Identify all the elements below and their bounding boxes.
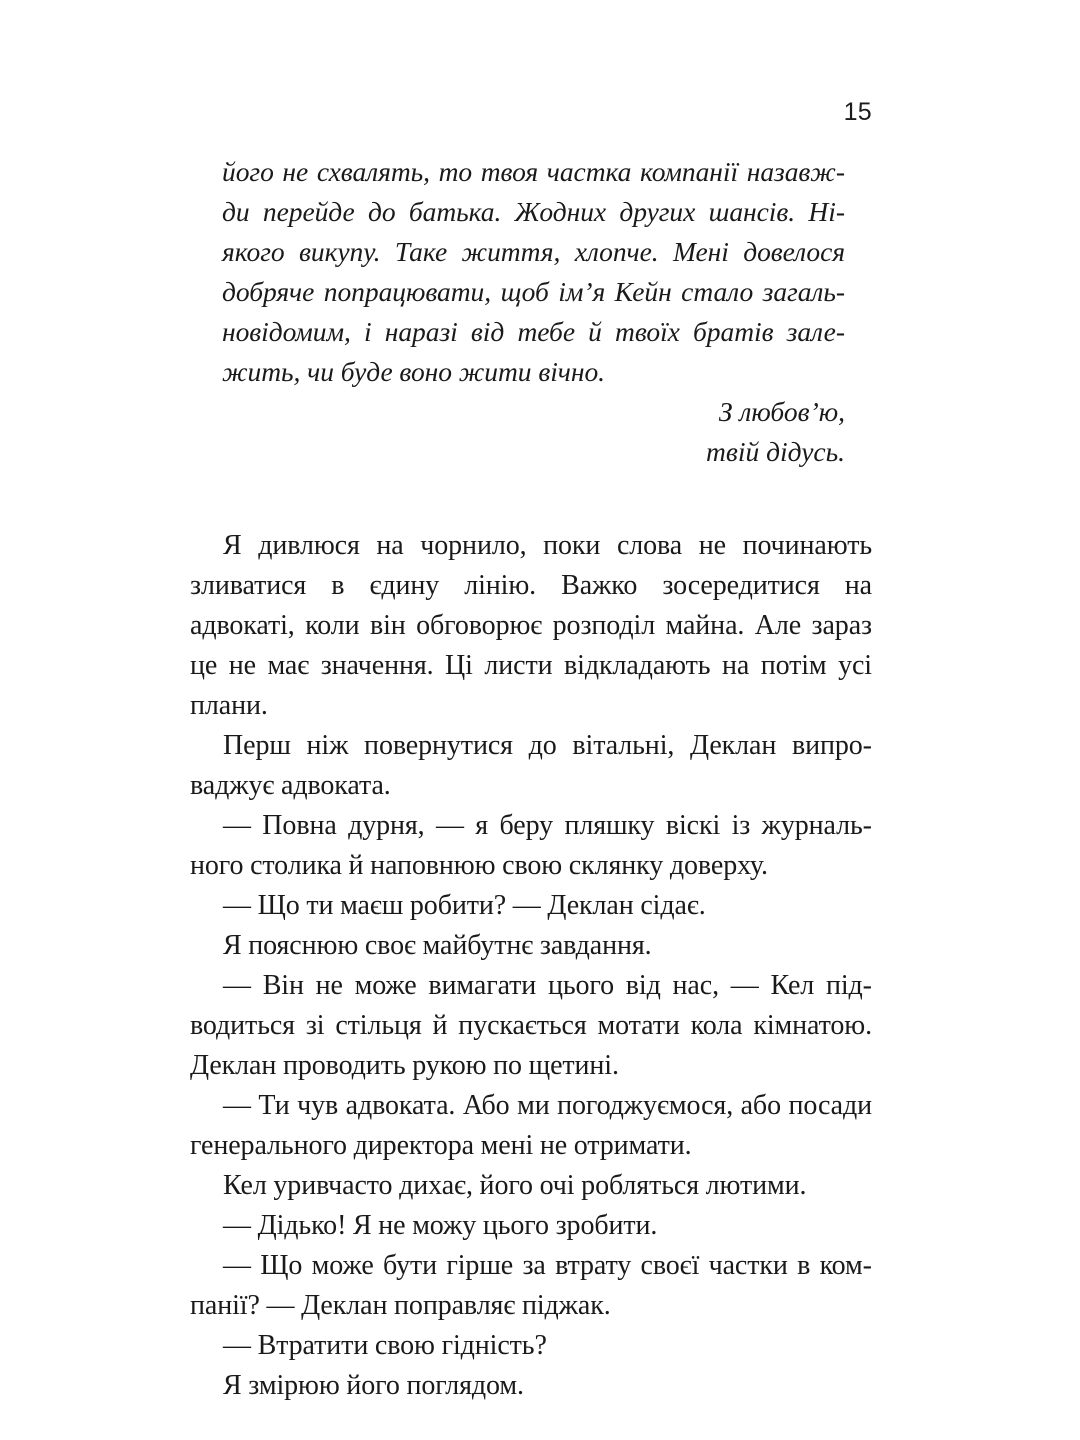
paragraph: — Ти чув адвоката. Або ми погоджуємося, або посади генерального директора мені не отримати. [190,1090,872,1161]
narration-body [190,526,872,1406]
paragraph: Кел уривчасто дихає, його очі робляться лютими. [223,1170,807,1201]
letter-signature-closing: З любов’ю, [718,396,845,427]
paragraph: — Повна дурня, — я беру пляшку віскі із журнального столика й наповнюю свою склянку доверху. [190,810,872,881]
paragraph: — Він не може вимагати цього від нас, — Кел підводиться зі стільця й пускається мотати кола кімнатою. Деклан проводить рукою по щетині. [190,970,872,1081]
paragraph: Я змірюю його поглядом. [223,1370,524,1401]
letter-body-spacer [190,472,872,526]
paragraph: — Втратити свою гідність? [223,1330,547,1361]
paragraph: Я пояснюю своє майбутнє завдання. [223,930,652,961]
page-number: 15 [843,98,872,126]
paragraph: Перш ніж повернутися до вітальні, Деклан випроваджує адвоката. [190,730,872,801]
paragraph: — Дідько! Я не можу цього зробити. [223,1210,658,1241]
paragraph: Я дивлюся на чорнило, поки слова не починають зливатися в єдину лінію. Важко зосередитися на адвокаті, коли він обговорює розподіл майна. Але зараз це не має значення. Ці листи відкладають на потім усі плани. [190,530,872,721]
letter-excerpt [190,152,872,472]
text-block [190,152,872,1406]
letter-body-text: його не схвалять, то твоя частка компанії назавжди перейде до батька. Жодних других шансів. Ніякого викупу. Таке життя, хлопче. Мені довелося добряче попрацювати, щоб ім’я Кейн стало загальновідомим, і наразі від тебе й твоїх братів залежить, чи буде воно жити вічно. [222,156,845,387]
letter-signature-name: твій дідусь. [706,436,845,467]
paragraph: — Що може бути гірше за втрату своєї частки в компанії? — Деклан поправляє піджак. [190,1250,872,1321]
paragraph: — Що ти маєш робити? — Деклан сідає. [223,890,706,921]
